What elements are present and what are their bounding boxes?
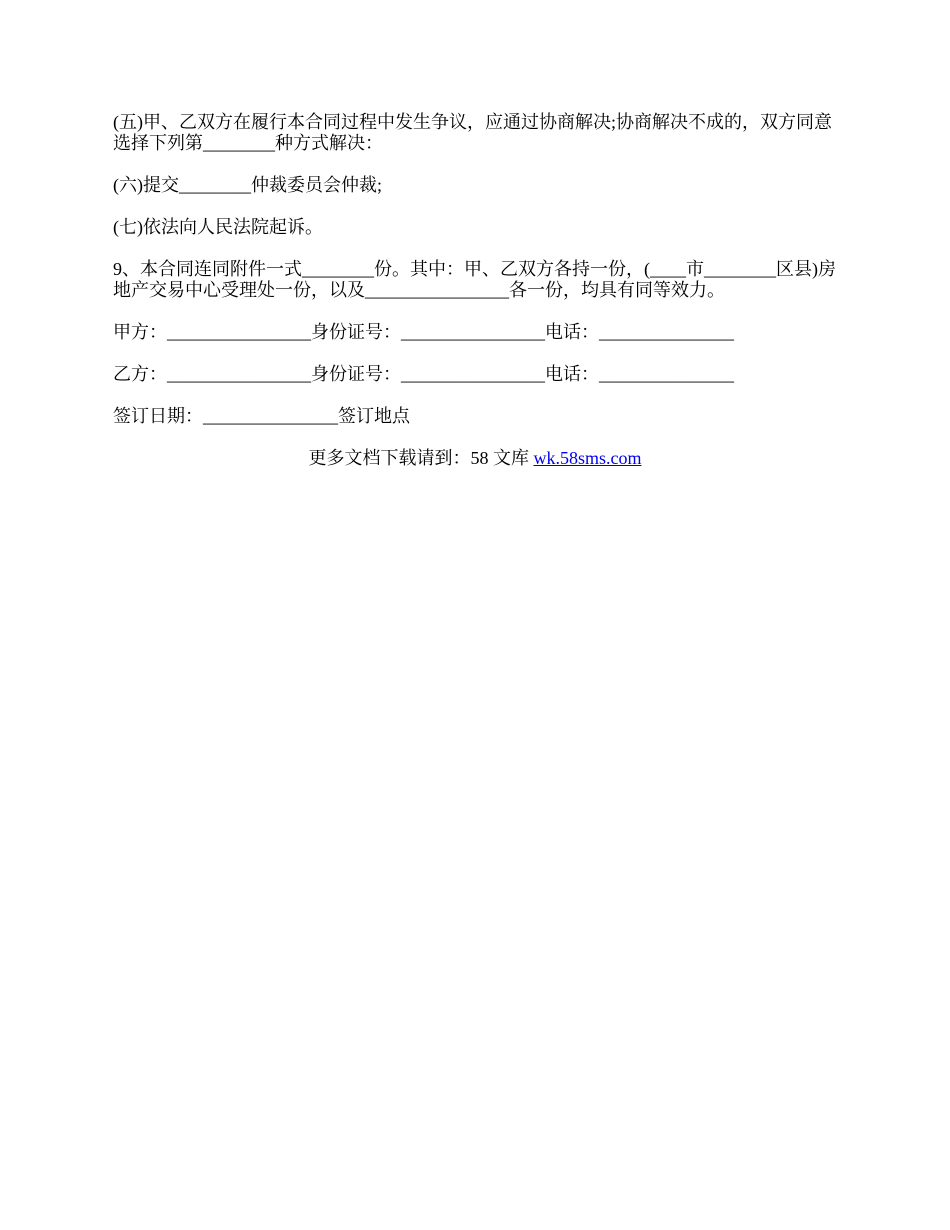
party-b-signature-line: 乙方：________________身份证号：________________电话：_______________ <box>113 364 734 384</box>
footer-prefix: 更多文档下载请到：58 文库 <box>308 448 534 468</box>
clause-6-paragraph: (六)提交________仲裁委员会仲裁; <box>113 175 382 195</box>
clause-5-paragraph: (五)甲、乙双方在履行本合同过程中发生争议，应通过协商解决;协商解决不成的，双方同意选择下列第________种方式解决： <box>113 112 832 153</box>
clause-9-paragraph: 9、本合同连同附件一式________份。其中：甲、乙双方各持一份，(____市________区县)房地产交易中心受理处一份，以及________________各一份，均具有同等效力。 <box>113 259 836 300</box>
clause-7-paragraph: (七)依法向人民法院起诉。 <box>113 217 323 237</box>
footer-link[interactable]: wk.58sms.com <box>533 448 642 468</box>
download-footer <box>113 448 837 469</box>
party-a-signature-line: 甲方：________________身份证号：________________电话：_______________ <box>113 322 734 342</box>
signing-date-line: 签订日期：_______________签订地点 <box>113 406 410 426</box>
document-page <box>113 112 843 469</box>
